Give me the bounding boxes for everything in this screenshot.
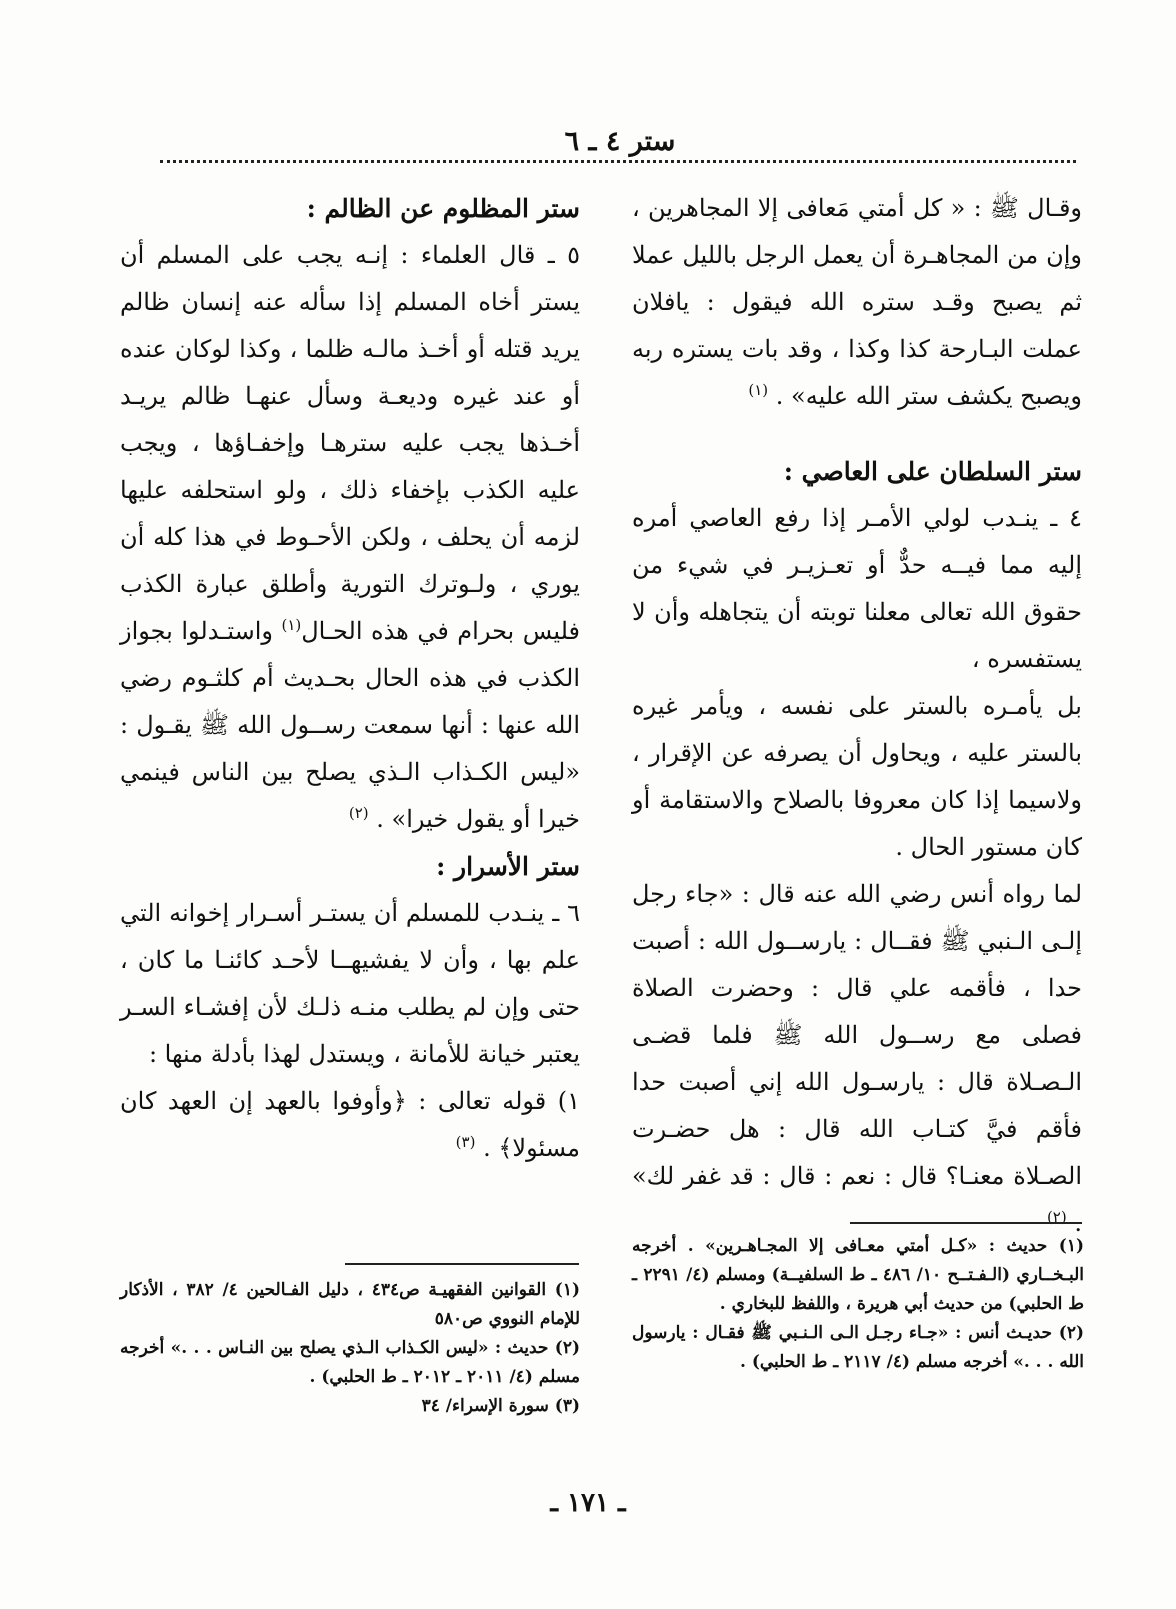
paragraph: ٤ ـ ينـدب لولي الأمـر إذا رفع العاصي أمره إليه مما فيــه حدٌّ أو تعـزيـر في شيء من حقوق الله تعالى معلنا توبته أن يتجاهله وأن لا يستفسره ، — [632, 504, 1082, 673]
paragraph: ٦ ـ ينـدب للمسلم أن يستـر أسـرار إخوانه التي علم بها ، وأن لا يفشيهــا لأحـد كائنـا ما كان ، حتى وإن لم يطلب منـه ذلـك لأن إفشـاء السـر يعتبر خيانة للأمانة ، ويستدل لهذا بأدلة منها : — [120, 899, 580, 1068]
footnote: (٢) حديث : «ليس الكـذاب الـذي يصلح بين النـاس . . .» أخرجه مسلم (٤/ ٢٠١١ ـ ٢٠١٢ ـ ط الحلبي) . — [120, 1338, 580, 1387]
hadith-text: وقـال ﷺ : « كل أمتي مَعافى إلا المجاهرين ، وإن من المجاهـرة أن يعمل الرجل بالليل عملا ثم يصبح وقـد ستره الله فيقول : يافلان عملت البـارحة كذا وكذا ، وقد بات يستره ربه ويصبح يكشف ستر الله عليه» . — [632, 194, 1082, 410]
quran-quote: ١) قوله تعالى : ﴿وأوفوا بالعهد إن العهد كان مسئولا﴾ . — [120, 1087, 580, 1162]
section-heading-sultan: ستر السلطان على العاصي : — [783, 457, 1082, 486]
section-heading-asrar: ستر الأسرار : — [436, 852, 580, 881]
footnote-ref: (٢) — [1046, 1208, 1067, 1226]
right-column — [632, 185, 1082, 1247]
footnote-ref: (١) — [748, 381, 769, 399]
footnote: (٢) حديـث أنس : «جـاء رجـل الـى الـنـبي ﷺ فقـال : يارسول الله . . .» أخرجه مسلم (٤/ ٢١١٧ ـ ط الحلبي) . — [632, 1323, 1084, 1372]
running-header: ستر ٤ ـ ٦ — [564, 126, 676, 157]
footnote-ref: (٣) — [455, 1133, 476, 1151]
footnote: (١) القوانين الفقهيـة ص٤٣٤ ، دليل الفـالحين ٤/ ٣٨٢ ، الأذكار للإمام النووي ص٥٨٠ — [120, 1280, 580, 1329]
paragraph-text: ٥ ـ قال العلماء : إنـه يجب على المسلم أن يستر أخاه المسلم إذا سأله عنه إنسان ظالم يريد قتله أو أخـذ مالـه ظلما ، وكذا لوكان عنده أو عند غيره وديعـة وسأل عنهـا ظالم يريـد أخـذها يجب عليه سترهـا وإخفـاؤها ، ويجب عليه الكذب بإخفاء ذلك ، ولو استحلفه عليها لزمه أن يحلف ، ولكن الأحـوط في هذا كله أن يوري ، ولـوترك التورية وأطلق عبارة الكذب فليس بحرام في هذه الحـال — [120, 241, 581, 645]
paragraph — [632, 871, 1082, 1247]
footnote-ref: (١) — [281, 616, 302, 634]
left-column — [120, 185, 580, 1172]
footnote: (٣) سورة الإسراء/ ٣٤ — [421, 1396, 580, 1416]
header-dotted-divider — [160, 160, 1076, 163]
paragraph — [120, 1078, 580, 1172]
paragraph-text: واستـدلوا بجواز الكذب في هذه الحال بحـديث أم كلثـوم رضي الله عنها : أنها سمعت رســول الله ﷺ يقـول : «ليس الكـذاب الـذي يصلح بين الناس فينمي خيرا أو يقول خيرا» . — [120, 617, 580, 833]
footnotes-left — [120, 1276, 580, 1421]
footnotes-right — [632, 1232, 1084, 1377]
section-heading-mazlum: ستر المظلوم عن الظالم : — [306, 194, 580, 223]
footnote-ref: (٢) — [348, 804, 369, 822]
footnote-divider — [850, 1222, 1082, 1224]
hadith-text: لما رواه أنس رضي الله عنه قال : «جاء رجل إلـى الـنبي ﷺ فقــال : يارســول الله : أصبت حدا ، فأقمه علي قال : وحضرت الصلاة فصلى مع رســول الله ﷺ فلما قضـى الـصـلاة قال : يارسـول الله إني أصبت حدا فأقم فيَّ كتـاب الله قال : هل حضـرت الصـلاة معنـا؟ قال : نعم : قال : قد غفر لك» . — [632, 880, 1082, 1237]
paragraph: بل يأمـره بالستر على نفسه ، ويأمر غيره بالستر عليه ، ويحاول أن يصرفه عن الإقرار ، ولاسيما إذا كان معروفا بالصلاح والاستقامة أو كان مستور الحال . — [632, 692, 1082, 861]
footnote-divider — [345, 1263, 579, 1265]
hadith-paragraph — [632, 185, 1082, 420]
paragraph — [120, 232, 580, 843]
footnote: (١) حديث : «كـل أمتي معـافى إلا المجـاهـرين» . أخرجه البـخــاري (الـفـتــح ١٠/ ٤٨٦ ـ ط السلفيــة) ومسلم (٤/ ٢٢٩١ ـ ط الحلبي) من حديث أبي هريرة ، واللفظ للبخاري . — [632, 1236, 1084, 1314]
page-number: ـ ١٧١ ـ — [550, 1488, 626, 1518]
